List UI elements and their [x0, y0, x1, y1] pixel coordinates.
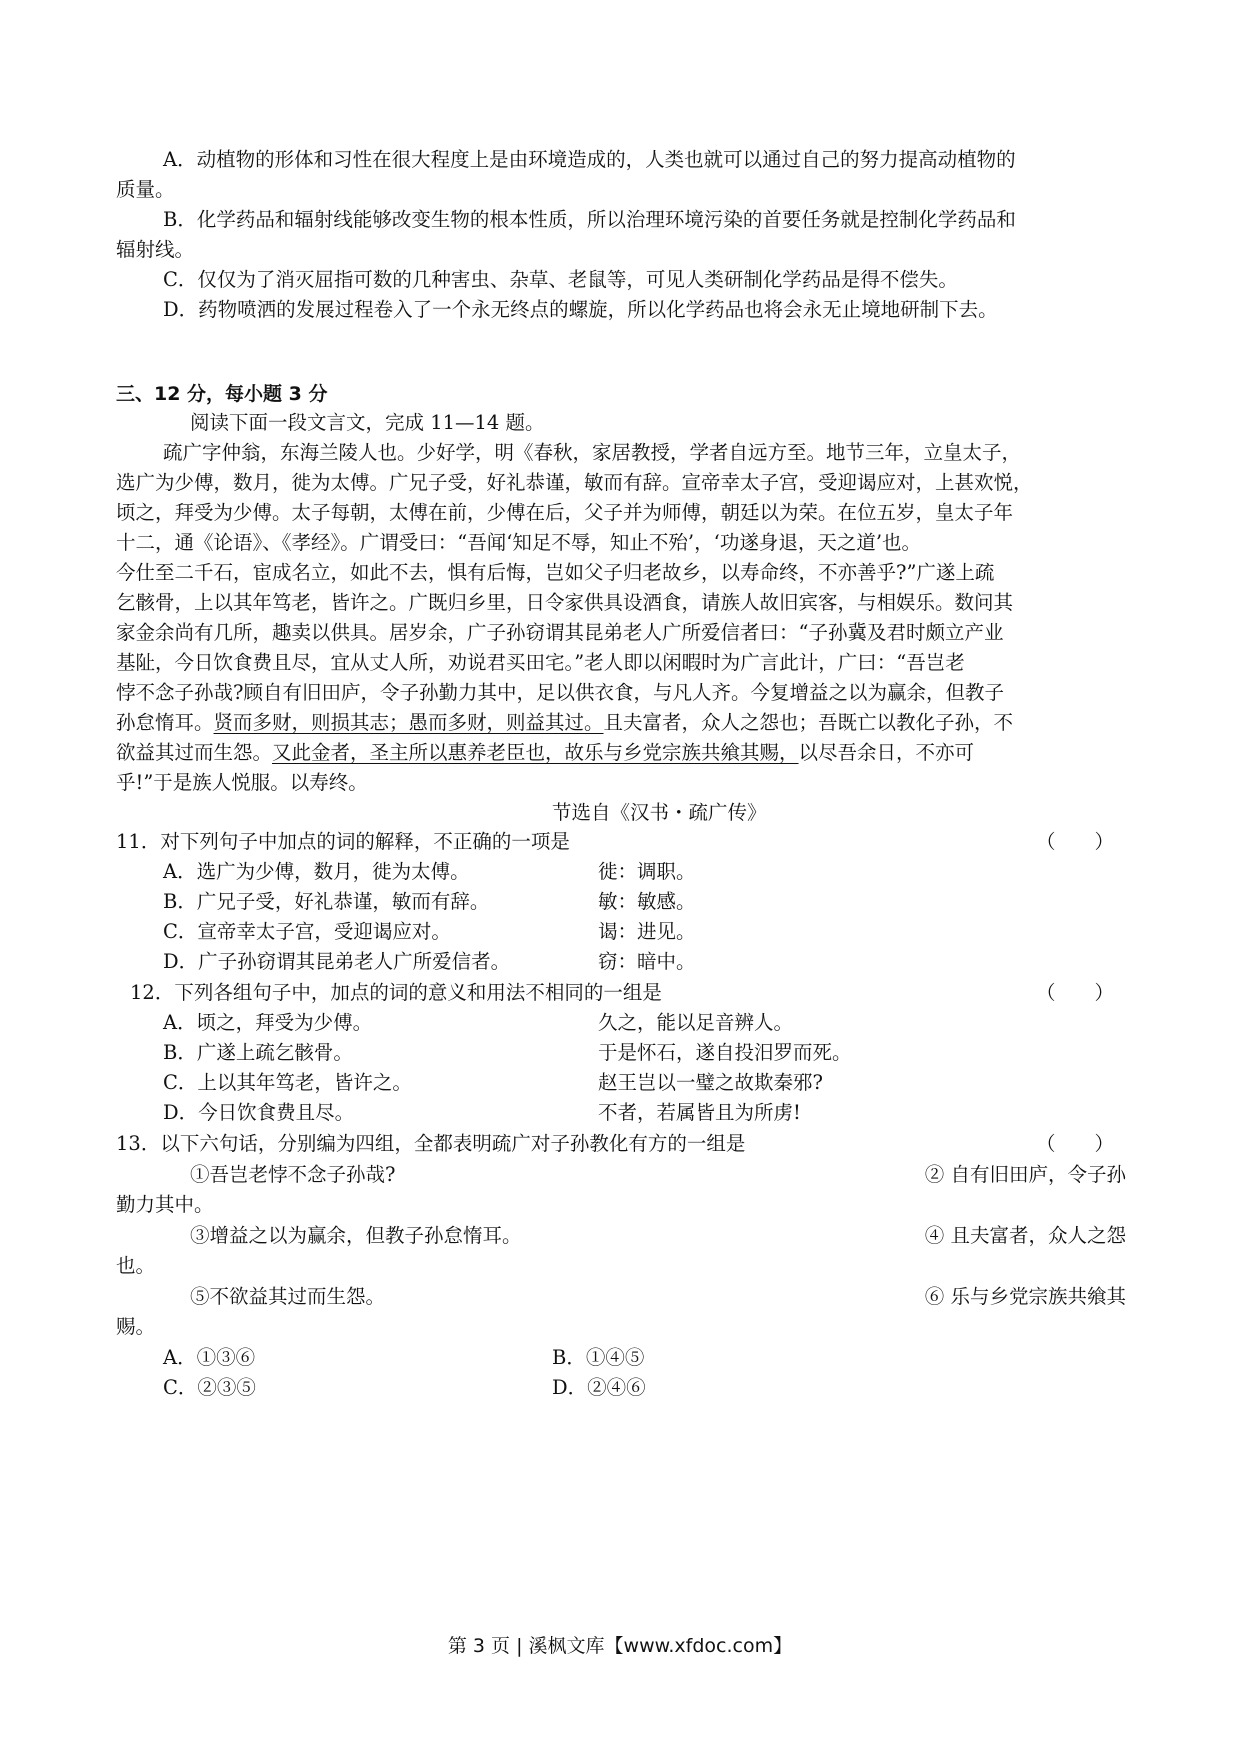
passage-line: 顷之，拜受为少傅。太子每朝，太傅在前，少傅在后，父子并为师傅，朝廷以为荣。在位五岁，皇太子年 [116, 501, 1014, 524]
passage-text: 孙怠惰耳。 [116, 711, 214, 734]
q13-item-wrap: 勤力其中。 [116, 1193, 214, 1216]
q12-a: C．上以其年笃老，皆许之。 [163, 1071, 412, 1094]
q13-item-row [190, 1222, 1126, 1250]
q12-b: 久之，能以足音辨人。 [598, 1011, 794, 1034]
option-b-line2: 辐射线。 [116, 238, 195, 261]
q11-sentence: D．广子孙窃谓其昆弟老人广所爱信者。 [163, 950, 511, 973]
passage-line: 悖不念子孙哉?顾自有旧田庐，令子孙勤力其中，足以供衣食，与凡人齐。今复增益之以为赢余，但教子 [116, 681, 1004, 704]
passage-text: 欲益其过而生怨。 [116, 741, 273, 764]
q11-sentence: B．广兄子受，好礼恭谨，敏而有辞。 [163, 890, 490, 913]
q13-choice-row [163, 1374, 1173, 1402]
q12-option [163, 1039, 1173, 1067]
option-a-line2: 质量。 [116, 178, 175, 201]
underlined-sentence: 又此金者，圣主所以惠养老臣也，故乐与乡党宗族共飨其赐， [272, 741, 799, 764]
q13-item: ③增益之以为赢余，但教子孙怠惰耳。 [190, 1224, 522, 1247]
section-heading: 三、12 分，每小题 3 分 [116, 383, 328, 405]
q13-item: ①吾岂老悖不念子孙哉? [190, 1163, 396, 1186]
option-a-line1: A．动植物的形体和习性在很大程度上是由环境造成的，人类也就可以通过自己的努力提高动植物的 [163, 148, 1016, 171]
q13-choice: B．①④⑤ [552, 1346, 645, 1369]
passage-line: 疏广字仲翁，东海兰陵人也。少好学，明《春秋，家居教授，学者自远方至。地节三年，立皇太子， [163, 441, 1022, 464]
page-footer: 第 3 页 | 溪枫文库【www.xfdoc.com】 [447, 1635, 793, 1657]
passage-line [116, 709, 1126, 737]
passage-source: 节选自《汉书・疏广传》 [552, 801, 767, 824]
q12-b: 赵王岂以一璧之故欺秦邪? [598, 1071, 823, 1094]
q13-stem [116, 1130, 1126, 1158]
passage-line: 基阯，今日饮食费且尽，宜从丈人所，劝说君买田宅。”老人即以闲暇时为广言此计，广曰：“吾岂老 [116, 651, 965, 674]
q13-item: ⑥ 乐与乡党宗族共飨其 [924, 1285, 1126, 1308]
q11-note: 窃：暗中。 [598, 950, 696, 973]
answer-paren: （ ） [1036, 830, 1115, 853]
q13-choice: D．②④⑥ [552, 1376, 646, 1399]
option-b-line1: B．化学药品和辐射线能够改变生物的根本性质，所以治理环境污染的首要任务就是控制化学药品和 [163, 208, 1016, 231]
q11-sentence: C．宣帝幸太子宫，受迎谒应对。 [163, 920, 451, 943]
answer-paren: （ ） [1036, 1132, 1115, 1155]
q11-sentence: A．选广为少傅，数月，徙为太傅。 [163, 860, 470, 883]
q12-option [163, 1069, 1173, 1097]
q11-option [163, 918, 1173, 946]
q12-a: B．广遂上疏乞骸骨。 [163, 1041, 353, 1064]
passage-line: 家金余尚有几所，趣卖以供具。居岁余，广子孙窃谓其昆弟老人广所爱信者曰：“子孙冀及君时颇立产业 [116, 621, 1004, 644]
q13-item: ② 自有旧田庐，令子孙 [924, 1163, 1126, 1186]
q11-note: 敏：敏感。 [598, 890, 696, 913]
q12-option [163, 1099, 1173, 1127]
q12-option [163, 1009, 1173, 1037]
q13-stem-text: 13．以下六句话，分别编为四组，全都表明疏广对子孙教化有方的一组是 [116, 1132, 746, 1155]
passage-text: 且夫富者，众人之怨也；吾既亡以教化子孙，不 [603, 711, 1014, 734]
q13-item: ④ 且夫富者，众人之怨 [924, 1224, 1126, 1247]
underlined-sentence: 贤而多财，则损其志；愚而多财，则益其过。 [213, 711, 604, 734]
q12-a: D．今日饮食费且尽。 [163, 1101, 355, 1124]
q11-option [163, 888, 1173, 916]
q12-stem [130, 979, 1140, 1007]
q13-item-row [190, 1283, 1126, 1311]
q13-item-wrap: 也。 [116, 1254, 156, 1277]
q12-b: 于是怀石，遂自投汨罗而死。 [598, 1041, 852, 1064]
option-d-line: D．药物喷洒的发展过程卷入了一个永无终点的螺旋，所以化学药品也将会永无止境地研制下去。 [163, 298, 998, 321]
answer-paren: （ ） [1036, 981, 1115, 1004]
passage-line: 乞骸骨，上以其年笃老，皆许之。广既归乡里，日令家供具设酒食，请族人故旧宾客，与相娱乐。数问其 [116, 591, 1014, 614]
passage-line [116, 739, 1126, 767]
q11-note: 谒：进见。 [598, 920, 696, 943]
q11-note: 徙：调职。 [598, 860, 696, 883]
passage-line: 选广为少傅，数月，徙为太傅。广兄子受，好礼恭谨，敏而有辞。宣帝幸太子宫，受迎谒应对，上甚欢悦， [116, 471, 1033, 494]
q11-option [163, 858, 1173, 886]
section-instruction: 阅读下面一段文言文，完成 11—14 题。 [190, 411, 545, 434]
q13-choice: C．②③⑤ [163, 1376, 256, 1399]
q13-choice: A．①③⑥ [163, 1346, 256, 1369]
q13-choice-row [163, 1344, 1173, 1372]
q11-stem [116, 828, 1126, 856]
q11-stem-text: 11．对下列句子中加点的词的解释，不正确的一项是 [116, 830, 570, 853]
option-c-line: C．仅仅为了消灭屈指可数的几种害虫、杂草、老鼠等，可见人类研制化学药品是得不偿失。 [163, 268, 958, 291]
q13-item: ⑤不欲益其过而生怨。 [190, 1285, 386, 1308]
q12-a: A．顷之，拜受为少傅。 [163, 1011, 373, 1034]
q11-option [163, 948, 1173, 976]
passage-line: 乎!”于是族人悦服。以寿终。 [116, 771, 368, 794]
passage-text: 以尽吾余日，不亦可 [798, 741, 975, 764]
q12-b: 不者，若属皆且为所虏! [598, 1101, 801, 1124]
q13-item-wrap: 赐。 [116, 1315, 156, 1338]
q12-stem-text: 12．下列各组句子中，加点的词的意义和用法不相同的一组是 [130, 981, 662, 1004]
q13-item-row [190, 1161, 1126, 1189]
passage-line: 今仕至二千石，宦成名立，如此不去，惧有后悔，岂如父子归老故乡，以寿命终，不亦善乎?”广遂上疏 [116, 561, 995, 584]
passage-line: 十二，通《论语》、《孝经》。广谓受曰：“吾闻‘知足不辱，知止不殆’，‘功遂身退，天之道’也。 [116, 531, 922, 554]
